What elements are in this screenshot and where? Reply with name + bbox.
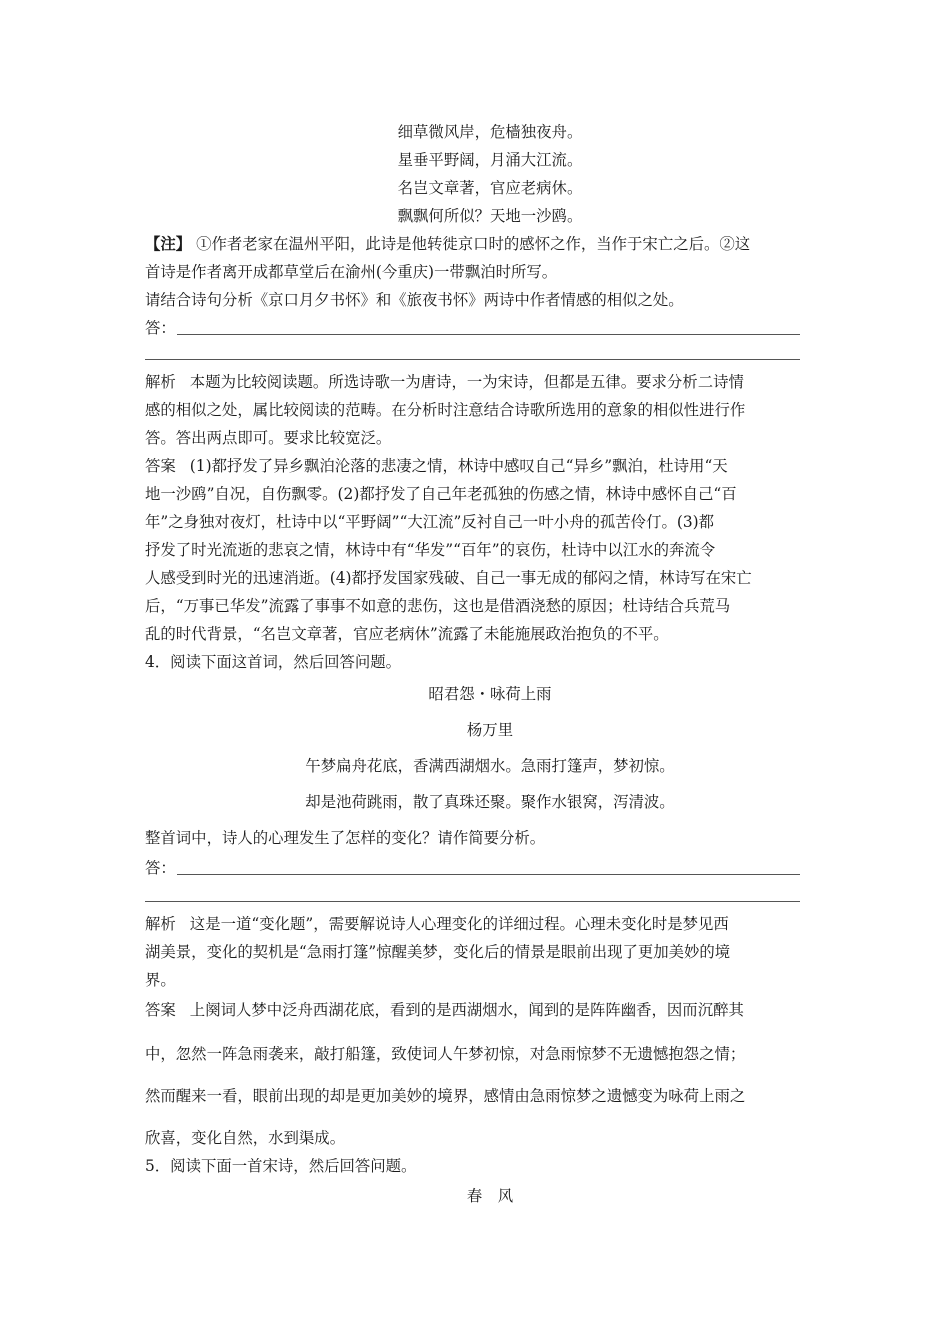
answer-line: [177, 334, 800, 335]
analysis-text: 答。答出两点即可。要求比较宽泛。: [145, 429, 392, 447]
analysis-label: 解析: [145, 373, 176, 391]
poem-title: 春 风: [466, 1187, 514, 1205]
question-prompt: 5．阅读下面一首宋诗，然后回答问题。: [145, 1157, 417, 1175]
note: [145, 233, 805, 255]
answer-key-label: 答案: [145, 1001, 176, 1019]
analysis-text: 湖美景，变化的契机是“急雨打篷”惊醒美梦，变化后的情景是眼前出现了更加美妙的境: [145, 943, 731, 961]
answer-blank[interactable]: [145, 317, 800, 339]
analysis: [145, 913, 805, 935]
question-text: 请结合诗句分析《京口月夕书怀》和《旅夜书怀》两诗中作者情感的相似之处。: [145, 291, 684, 309]
question-text: 整首词中，诗人的心理发生了怎样的变化？请作简要分析。: [145, 829, 546, 847]
answer-line[interactable]: [145, 359, 800, 360]
analysis-text: 感的相似之处，属比较阅读的范畴。在分析时注意结合诗歌所选用的意象的相似性进行作: [145, 401, 746, 419]
poem-line: 细草微风岸，危樯独夜舟。: [397, 123, 583, 141]
answer-key: [145, 999, 805, 1021]
answer-key-text: 后，“万事已华发”流露了事事不如意的悲伤，这也是借酒浇愁的原因；杜诗结合兵荒马: [145, 597, 731, 615]
answer-line: [177, 874, 800, 875]
answer-key-text: 乱的时代背景，“名岂文章著，官应老病休”流露了未能施展政治抱负的不平。: [145, 625, 669, 643]
answer-key-text: 人感受到时光的迅速消逝。(4)都抒发国家残破、自己一事无成的郁闷之情，林诗写在宋亡: [145, 569, 752, 587]
poem-title: 昭君怨・咏荷上雨: [428, 685, 552, 703]
document-page: [145, 0, 805, 1344]
analysis-text: 本题为比较阅读题。所选诗歌一为唐诗，一为宋诗，但都是五律。要求分析二诗情: [189, 373, 744, 391]
analysis: [145, 371, 805, 393]
answer-key: [145, 455, 805, 477]
answer-key-text: (1)都抒发了异乡飘泊沦落的悲凄之情，林诗中感叹自己“异乡”飘泊，杜诗用“天: [189, 457, 728, 475]
answer-key-text: 地一沙鸥”自况，自伤飘零。(2)都抒发了自己年老孤独的伤感之情，林诗中感怀自己“百: [145, 485, 737, 503]
analysis-text: 界。: [145, 971, 176, 989]
answer-key-text: 年”之身独对夜灯，杜诗中以“平野阔”“大江流”反衬自己一叶小舟的孤苦伶仃。(3)都: [145, 513, 715, 531]
answer-key-text: 上阕词人梦中泛舟西湖花底，看到的是西湖烟水，闻到的是阵阵幽香，因而沉醉其: [189, 1001, 744, 1019]
poem-line: 星垂平野阔，月涌大江流。: [397, 151, 583, 169]
answer-key-text: 欣喜，变化自然，水到渠成。: [145, 1129, 346, 1147]
answer-label: 答：: [145, 319, 176, 337]
answer-key-text: 抒发了时光流逝的悲哀之情，林诗中有“华发”“百年”的哀伤，杜诗中以江水的奔流令: [145, 541, 716, 559]
poem-line: 午梦扁舟花底，香满西湖烟水。急雨打篷声，梦初惊。: [305, 757, 675, 775]
answer-key-text: 然而醒来一看，眼前出现的却是更加美妙的境界，感情由急雨惊梦之遗憾变为咏荷上雨之: [145, 1087, 746, 1105]
note-text: ①作者老家在温州平阳，此诗是他转徙京口时的感怀之作，当作于宋亡之后。②这: [196, 235, 751, 253]
poem-line: 飘飘何所似？天地一沙鸥。: [397, 207, 583, 225]
answer-key-text: 中，忽然一阵急雨袭来，敲打船篷，致使词人午梦初惊，对急雨惊梦不无遗憾抱怨之情；: [145, 1045, 746, 1063]
question-prompt: 4．阅读下面这首词，然后回答问题。: [145, 653, 402, 671]
answer-label: 答：: [145, 859, 176, 877]
poem-line: 却是池荷跳雨，散了真珠还聚。聚作水银窝，泻清波。: [305, 793, 675, 811]
answer-key-label: 答案: [145, 457, 176, 475]
analysis-text: 这是一道“变化题”，需要解说诗人心理变化的详细过程。心理未变化时是梦见西: [189, 915, 729, 933]
note-label: 【注】: [145, 235, 192, 253]
note-text: 首诗是作者离开成都草堂后在渝州(今重庆)一带飘泊时所写。: [145, 263, 558, 281]
answer-line[interactable]: [145, 901, 800, 902]
poem-line: 名岂文章著，官应老病休。: [397, 179, 583, 197]
answer-blank[interactable]: [145, 857, 800, 879]
analysis-label: 解析: [145, 915, 176, 933]
poem-author: 杨万里: [466, 721, 514, 739]
